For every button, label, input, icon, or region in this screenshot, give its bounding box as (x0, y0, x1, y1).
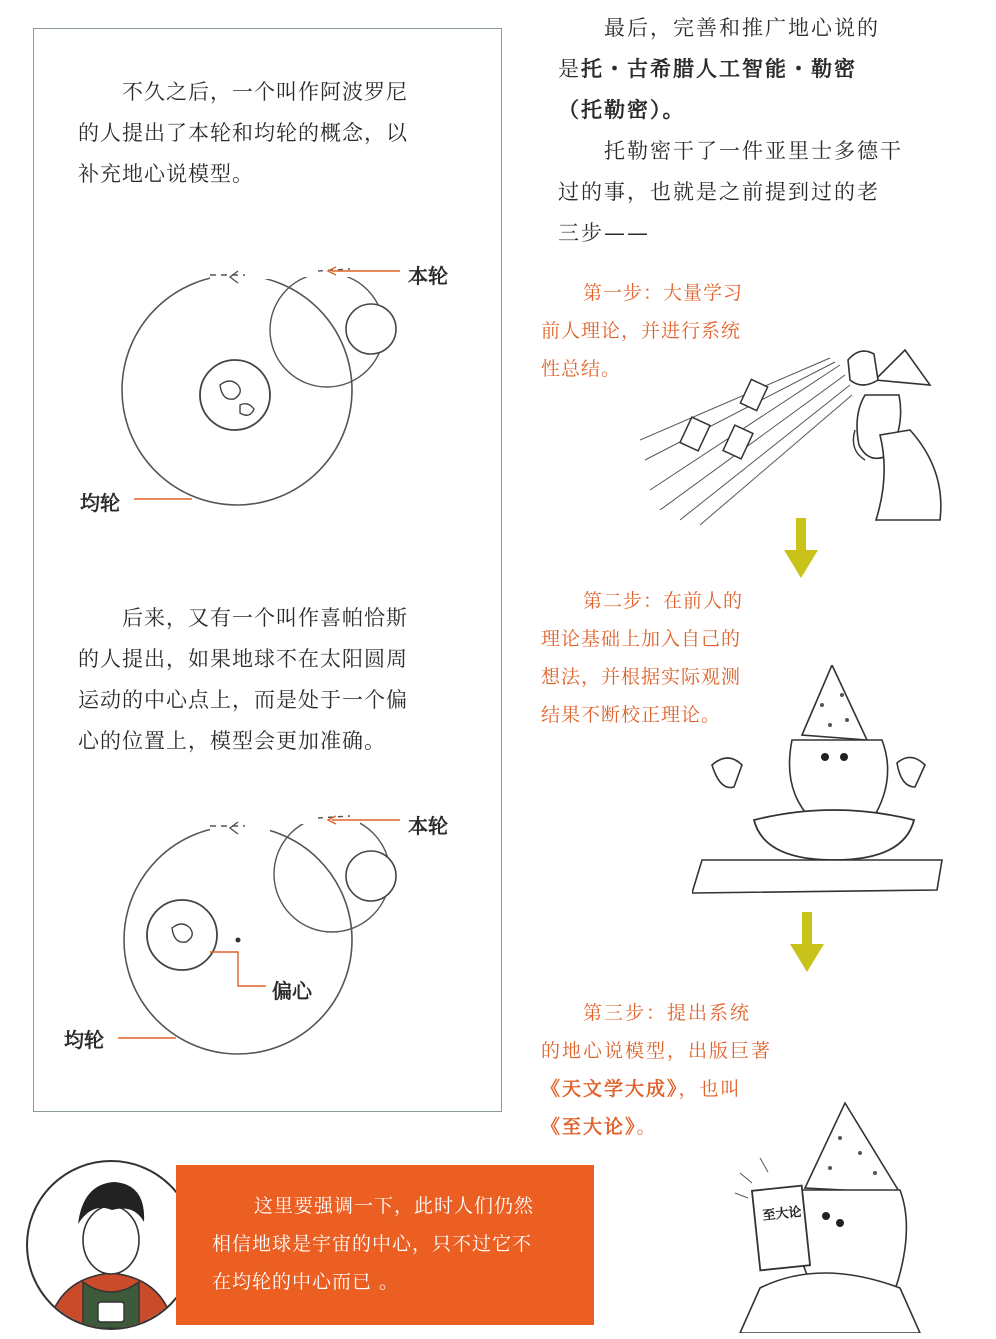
deferent-label: 均轮 (80, 491, 120, 515)
eccentric-point (236, 938, 241, 943)
intro-paragraph: 不久之后，一个叫作阿波罗尼 的人提出了本轮和均轮的概念，以 补充地心说模型。 (78, 80, 408, 186)
book-title: 至大论 (761, 1204, 803, 1224)
book-icon (752, 1186, 810, 1271)
callout-box: 这里要强调一下，此时人们仍然 相信地球是宇宙的中心，只不过它不 在均轮的中心而已 。 (176, 1165, 594, 1325)
sun-icon (346, 304, 396, 354)
second-paragraph: 后来，又有一个叫作喜帕恰斯 的人提出，如果地球不在太阳圆周 运动的中心点上，而是处于一个偏 心的位置上，模型会更加准确。 (78, 606, 408, 753)
eccentric-label: 偏心 (272, 979, 312, 1003)
epicycle-label: 本轮 (408, 264, 448, 288)
down-arrow-icon (784, 518, 818, 580)
earth-icon (147, 900, 217, 970)
ptolemy-mixing-illustration (692, 665, 947, 897)
epicycle-label-2: 本轮 (408, 814, 448, 838)
ptolemy-intro: 最后，完善和推广地心说的 是托・古希腊人工智能・勒密 （托勒密）。 托勒密干了一件亚里士多德干 过的事，也就是之前提到过的老 三步—— (558, 16, 903, 245)
earth-icon (200, 360, 270, 430)
down-arrow-icon (790, 912, 824, 974)
step-3-text: 第三步：提出系统 的地心说模型，出版巨著 《天文学大成》，也叫 《至大论》。 (541, 1002, 773, 1138)
sun-icon (346, 851, 396, 901)
narrator-avatar (26, 1160, 196, 1330)
epicycle-diagram-2 (60, 800, 480, 1080)
step-2-text: 第二步：在前人的 理论基础上加入自己的 想法，并根据实际观测 结果不断校正理论。 (541, 590, 744, 726)
ptolemy-book-illustration (700, 1098, 945, 1333)
ptolemy-studying-illustration (640, 340, 950, 530)
step-1-text: 第一步：大量学习 前人理论，并进行系统 性总结。 (541, 282, 744, 380)
deferent-label-2: 均轮 (64, 1028, 104, 1052)
